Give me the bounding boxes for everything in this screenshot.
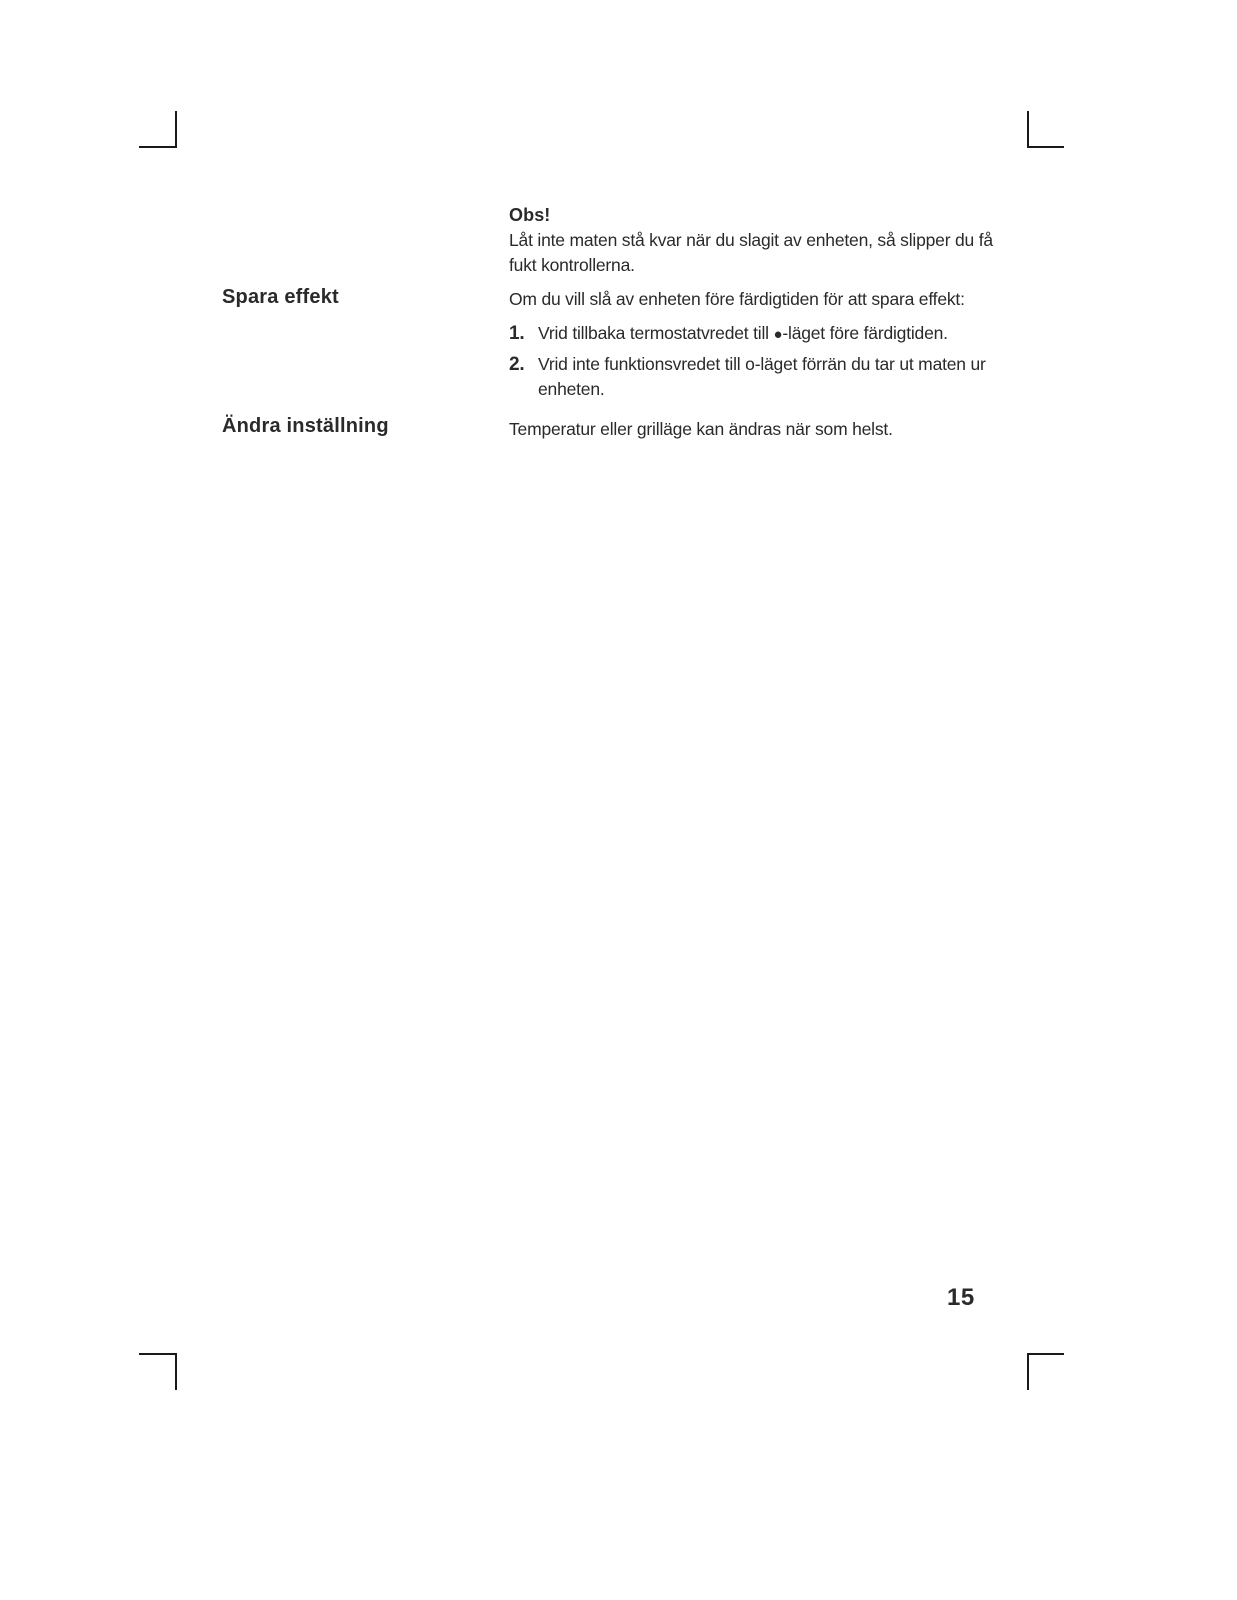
- crop-mark-top-right-vertical: [1027, 111, 1029, 148]
- step-number: 2.: [509, 354, 525, 375]
- filled-dot-symbol-icon: ●: [773, 326, 783, 343]
- step-text-after: -läget förrän du tar ut maten ur enheten.: [538, 354, 986, 399]
- crop-mark-bottom-left-horizontal: [139, 1353, 176, 1355]
- step-text-after: -läget före färdigtiden.: [782, 323, 948, 343]
- section-heading-spara-effekt: Spara effekt: [222, 286, 339, 308]
- section-intro-spara-effekt: Om du vill slå av enheten före färdigtiden för att spara effekt:: [509, 289, 965, 309]
- note-text: Låt inte maten stå kvar när du slagit av enheten, så slipper du få fukt kontrollerna.: [509, 230, 993, 275]
- list-item: [509, 321, 989, 347]
- section-heading-andra-installning: Ändra inställning: [222, 415, 389, 437]
- step-text-before: Vrid tillbaka termostatvredet till: [538, 323, 774, 343]
- off-position-symbol-icon: o: [745, 354, 755, 374]
- list-item: [509, 352, 989, 402]
- crop-mark-bottom-right-horizontal: [1027, 1353, 1064, 1355]
- step-number: 1.: [509, 323, 525, 344]
- crop-mark-top-left-vertical: [175, 111, 177, 148]
- steps-list: [509, 321, 989, 402]
- crop-mark-bottom-right-vertical: [1027, 1353, 1029, 1390]
- page-number: 15: [947, 1284, 975, 1311]
- crop-mark-top-right-horizontal: [1027, 146, 1064, 148]
- section-text-andra-installning: Temperatur eller grilläge kan ändras när som helst.: [509, 419, 893, 439]
- step-text-before: Vrid inte funktionsvredet till: [538, 354, 746, 374]
- crop-mark-bottom-left-vertical: [175, 1353, 177, 1390]
- note-title: Obs!: [509, 205, 551, 225]
- crop-mark-top-left-horizontal: [139, 146, 176, 148]
